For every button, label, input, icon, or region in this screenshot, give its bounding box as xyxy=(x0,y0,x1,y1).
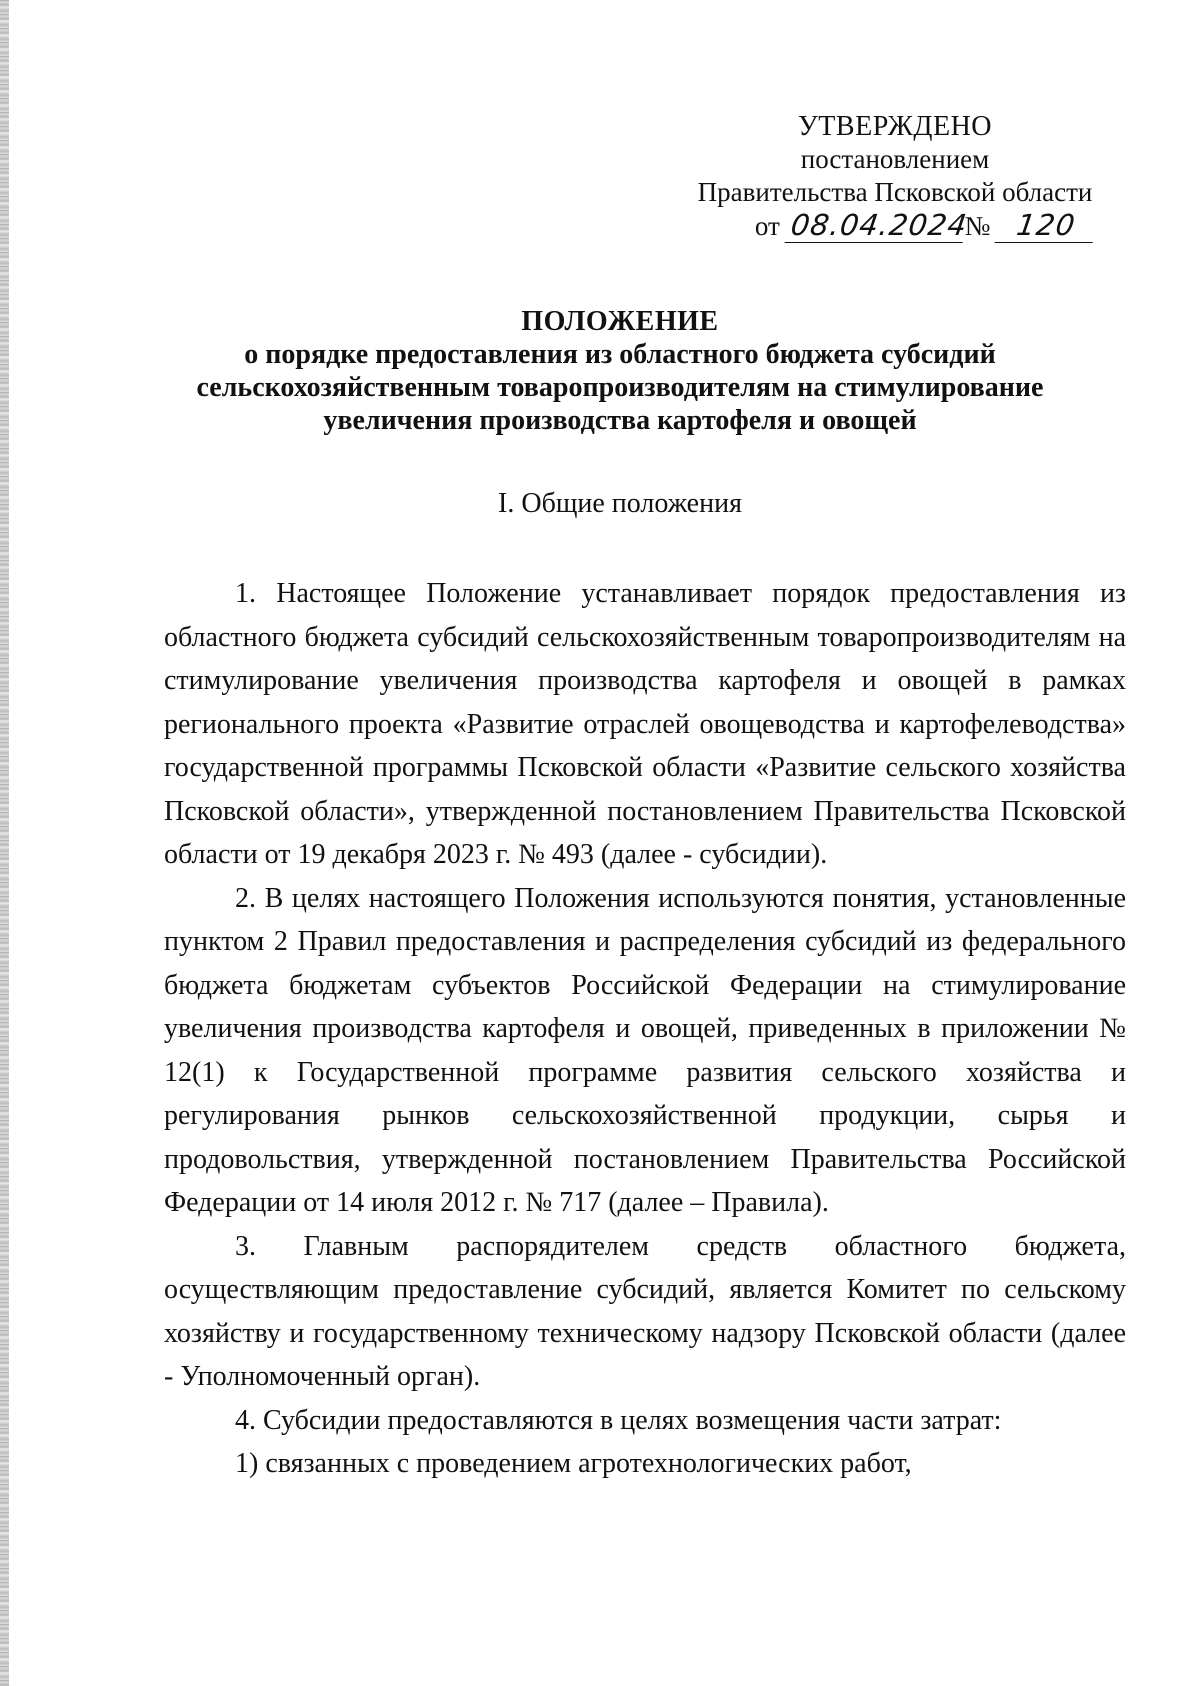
approval-stamp xyxy=(660,110,1130,243)
date-prefix: от xyxy=(754,211,780,241)
document-body xyxy=(164,572,1126,1486)
approved-label: УТВЕРЖДЕНО xyxy=(797,111,993,142)
approval-dateline xyxy=(755,209,1095,243)
paragraph-1: 1. Настоящее Положение устанавливает порядок предоставления из областного бюджета субсидий сельскохозяйственным товаропроизводителям на стимулирование увеличения производства картофеля и овощей в рамках регионального проекта «Развитие отраслей овощеводства и картофелеводства» государственной программы Псковской области «Развитие сельского хозяйства Псковской области», утвержденной постановлением Правительства Псковской области от 19 декабря 2023 г. № 493 (далее - субсидии). xyxy=(164,578,1126,870)
document-heading xyxy=(120,305,1120,437)
number-sign: № xyxy=(964,211,991,241)
paragraph-4: 4. Субсидии предоставляются в целях возмещения части затрат: xyxy=(235,1404,1002,1436)
paragraph-3: 3. Главным распорядителем средств областного бюджета, осуществляющим предоставление субсидий, является Комитет по сельскому хозяйству и государственному техническому надзору Псковской области (далее - Уполномоченный орган). xyxy=(164,1230,1126,1392)
handwritten-number: 120 xyxy=(995,209,1098,243)
approving-authority: Правительства Псковской области xyxy=(697,177,1093,207)
document-subtitle-line-3: увеличения производства картофеля и овощей xyxy=(323,405,917,436)
paragraph-2: 2. В целях настоящего Положения используются понятия, установленные пунктом 2 Правил предоставления и распределения субсидий из федерального бюджета бюджетам субъектов Российской Федерации на стимулирование увеличения производства картофеля и овощей, приведенных в приложении № 12(1) к Государственной программе развития сельского хозяйства и регулирования рынков сельскохозяйственной продукции, сырья и продовольствия, утвержденной постановлением Правительства Российской Федерации от 14 июля 2012 г. № 717 (далее – Правила). xyxy=(164,882,1126,1218)
approved-by-label: постановлением xyxy=(800,144,990,174)
paragraph-4-item-1: 1) связанных с проведением агротехнологических работ, xyxy=(235,1448,912,1479)
handwritten-date: 08.04.2024 xyxy=(784,209,967,243)
document-subtitle-line-1: о порядке предоставления из областного бюджета субсидий xyxy=(244,339,996,370)
document-title: ПОЛОЖЕНИЕ xyxy=(521,306,719,337)
section-title: I. Общие положения xyxy=(498,488,742,519)
scan-edge xyxy=(0,0,9,1686)
document-subtitle-line-2: сельскохозяйственным товаропроизводителям на стимулирование xyxy=(196,372,1044,403)
